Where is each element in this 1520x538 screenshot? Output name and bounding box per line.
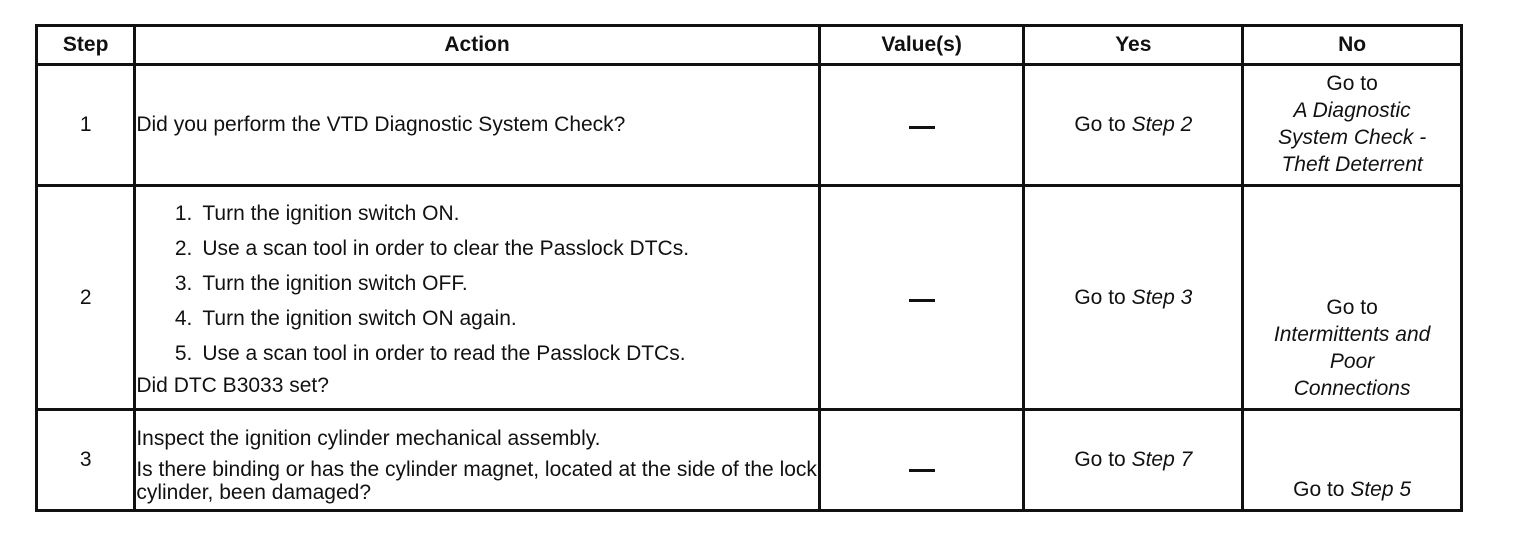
yes-cell: [1024, 410, 1243, 511]
no-cell: [1243, 410, 1462, 511]
header-action: Action: [135, 26, 819, 65]
no-target-line: System Check -: [1278, 126, 1427, 149]
action-cell: [135, 410, 819, 511]
step-number: 1: [37, 65, 135, 186]
step-number: 3: [37, 410, 135, 511]
value-dash: [909, 299, 935, 302]
table-row: [37, 410, 1462, 511]
yes-cell: [1024, 65, 1243, 186]
yes-target: Step 3: [1131, 285, 1193, 309]
action-question: Did DTC B3033 set?: [136, 374, 329, 397]
step-item-text: Turn the ignition switch ON again.: [202, 307, 517, 330]
value-dash: [909, 126, 935, 129]
action-step-item: [166, 266, 817, 301]
action-cell: [135, 65, 819, 186]
yes-prefix: Go to: [1074, 448, 1126, 471]
step-item-text: Use a scan tool in order to clear the Passlock DTCs.: [202, 237, 690, 260]
action-steps-list: [136, 196, 817, 371]
header-yes: Yes: [1024, 26, 1243, 65]
value-cell: [819, 186, 1024, 410]
table-row: [37, 186, 1462, 410]
no-target-line: Connections: [1293, 377, 1411, 400]
no-target-line: Intermittents and: [1273, 323, 1431, 346]
step-item-number: 2.: [174, 237, 193, 260]
value-cell: [819, 410, 1024, 511]
step-number: 2: [37, 186, 135, 410]
no-cell: [1243, 65, 1462, 186]
action-cell: [135, 186, 819, 410]
no-prefix: Go to: [1326, 72, 1378, 95]
value-cell: [819, 65, 1024, 186]
step-item-number: 1.: [174, 202, 193, 225]
header-step: Step: [37, 26, 135, 65]
no-target-line: A Diagnostic: [1293, 99, 1411, 122]
no-target-line: Poor: [1329, 350, 1375, 373]
no-target-line: Theft Deterrent: [1281, 153, 1423, 176]
step-item-number: 5.: [174, 342, 193, 365]
no-prefix: Go to: [1326, 296, 1378, 319]
step-item-text: Turn the ignition switch OFF.: [202, 272, 468, 295]
step-item-text: Use a scan tool in order to read the Passlock DTCs.: [202, 342, 686, 365]
value-dash: [909, 469, 935, 472]
action-step-item: [166, 336, 817, 371]
header-values: Value(s): [819, 26, 1024, 65]
header-no: No: [1243, 26, 1462, 65]
yes-target: Step 7: [1131, 448, 1193, 471]
yes-prefix: Go to: [1074, 285, 1126, 309]
diagnostic-table: [35, 24, 1463, 512]
no-cell: [1243, 186, 1462, 410]
action-step-item: [166, 196, 817, 231]
no-prefix: Go to: [1293, 478, 1345, 501]
action-question: Is there binding or has the cylinder magnet, located at the side of the lock cylinder, been damaged?: [136, 457, 817, 504]
step-item-number: 3.: [174, 272, 193, 295]
step-item-number: 4.: [174, 307, 193, 330]
yes-prefix: Go to: [1074, 113, 1126, 136]
no-target: Step 5: [1350, 478, 1412, 501]
yes-cell: [1024, 186, 1243, 410]
action-step-item: [166, 301, 817, 336]
header-row: [37, 26, 1462, 65]
yes-target: Step 2: [1131, 113, 1193, 136]
table-row: [37, 65, 1462, 186]
action-question: Did you perform the VTD Diagnostic System Check?: [136, 113, 626, 136]
step-item-text: Turn the ignition switch ON.: [202, 202, 460, 225]
action-instruction: Inspect the ignition cylinder mechanical assembly.: [136, 426, 601, 450]
action-step-item: [166, 231, 817, 266]
